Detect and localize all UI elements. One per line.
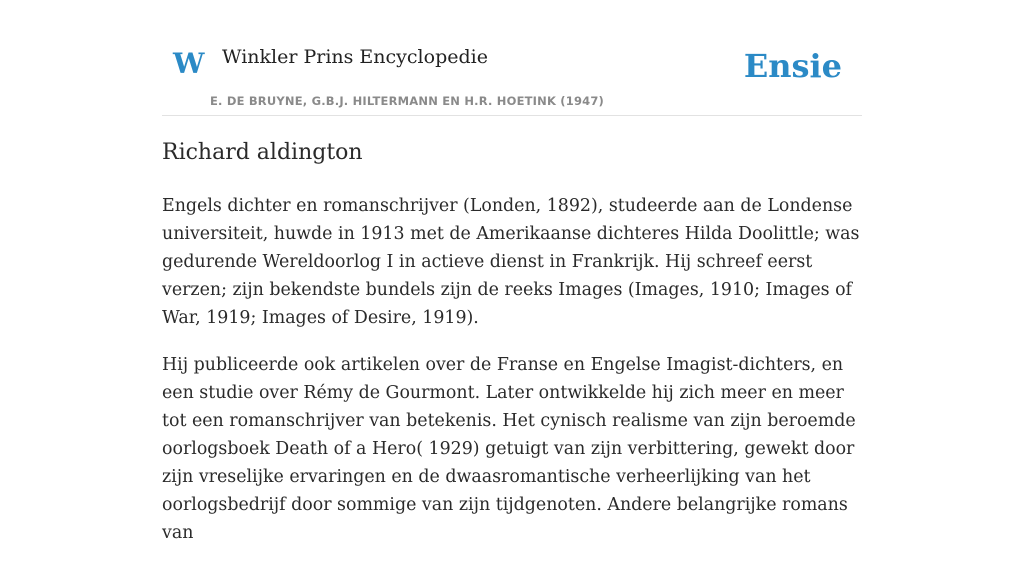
article-paragraph: Hij publiceerde ook artikelen over de Franse en Engelse Imagist-dichters, en een studie over Rémy de Gourmont. Later ontwikkelde hij zich meer en meer tot een romanschrijver van betekenis. Het cynisch realisme van zijn beroemde oorlogsboek Death of a Hero( 1929) getuigt van zijn verbittering, gewekt door zijn vreselijke ervaringen en de dwaasromantische verheerlijking van het oorlogsbedrijf door sommige van zijn tijdgenoten. Andere belangrijke romans van	[162, 355, 856, 543]
ensie-brand-logo[interactable]: Ensie	[743, 47, 842, 85]
article-body	[162, 192, 862, 566]
winkler-prins-logo[interactable]: W	[173, 47, 205, 80]
header	[162, 0, 862, 116]
article-paragraph: Engels dichter en romanschrijver (Londen, 1892), studeerde aan de Londense universiteit, huwde in 1913 met de Amerikaanse dichteres Hilda Doolittle; was gedurende Wereldoorlog I in actieve dienst in Frankrijk. Hij schreef eerst verzen; zijn bekendste bundels zijn de reeks Images (Images, 1910; Images of War, 1919; Images of Desire, 1919).	[162, 196, 860, 328]
article-title: Richard aldington	[162, 140, 363, 165]
publication-authors: E. DE BRUYNE, G.B.J. HILTERMANN EN H.R. HOETINK (1947)	[210, 94, 605, 108]
publication-title[interactable]: Winkler Prins Encyclopedie	[222, 46, 488, 68]
